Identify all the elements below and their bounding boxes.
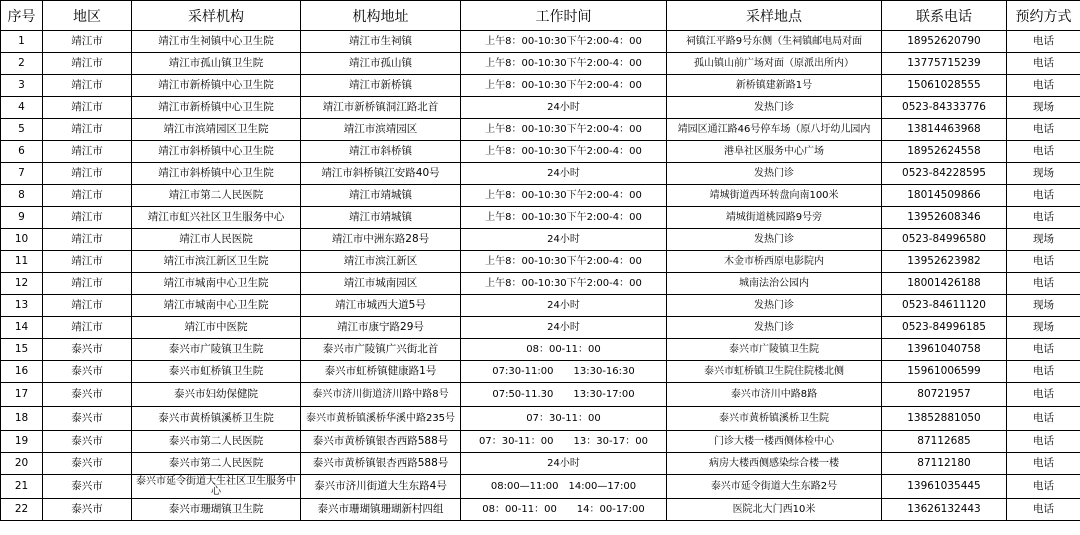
cell-hours: 08：00-11：00 bbox=[461, 339, 667, 361]
cell-site: 发热门诊 bbox=[667, 317, 882, 339]
cell-index: 20 bbox=[1, 453, 43, 475]
cell-region: 靖江市 bbox=[43, 185, 132, 207]
cell-index: 9 bbox=[1, 207, 43, 229]
cell-institution: 泰兴市第二人民医院 bbox=[132, 453, 301, 475]
cell-hours: 上午8：00-10:30下午2:00-4：00 bbox=[461, 251, 667, 273]
cell-region: 泰兴市 bbox=[43, 499, 132, 521]
cell-phone: 13814463968 bbox=[882, 119, 1007, 141]
cell-site: 发热门诊 bbox=[667, 97, 882, 119]
cell-booking: 电话 bbox=[1007, 141, 1080, 163]
cell-region: 靖江市 bbox=[43, 97, 132, 119]
cell-site: 靖城街道桃园路9号旁 bbox=[667, 207, 882, 229]
cell-institution: 靖江市城南中心卫生院 bbox=[132, 273, 301, 295]
cell-hours: 24小时 bbox=[461, 317, 667, 339]
cell-institution: 靖江市人民医院 bbox=[132, 229, 301, 251]
cell-index: 18 bbox=[1, 407, 43, 431]
cell-index: 12 bbox=[1, 273, 43, 295]
cell-index: 6 bbox=[1, 141, 43, 163]
table-row bbox=[1, 273, 1080, 295]
cell-index: 19 bbox=[1, 431, 43, 453]
cell-phone: 18001426188 bbox=[882, 273, 1007, 295]
cell-address: 靖江市靖城镇 bbox=[301, 185, 461, 207]
cell-address: 靖江市靖城镇 bbox=[301, 207, 461, 229]
cell-address: 靖江市城西大道5号 bbox=[301, 295, 461, 317]
table-row bbox=[1, 75, 1080, 97]
cell-booking: 现场 bbox=[1007, 317, 1080, 339]
header-row bbox=[1, 1, 1080, 31]
cell-address: 靖江市孤山镇 bbox=[301, 53, 461, 75]
cell-index: 1 bbox=[1, 31, 43, 53]
cell-institution: 靖江市生祠镇中心卫生院 bbox=[132, 31, 301, 53]
cell-index: 15 bbox=[1, 339, 43, 361]
table-row bbox=[1, 119, 1080, 141]
cell-site: 泰兴市虹桥镇卫生院住院楼北侧 bbox=[667, 361, 882, 383]
cell-index: 11 bbox=[1, 251, 43, 273]
table-row bbox=[1, 141, 1080, 163]
cell-institution: 靖江市斜桥镇中心卫生院 bbox=[132, 163, 301, 185]
cell-booking: 现场 bbox=[1007, 163, 1080, 185]
cell-region: 靖江市 bbox=[43, 273, 132, 295]
cell-index: 7 bbox=[1, 163, 43, 185]
header-index: 序号 bbox=[1, 1, 43, 31]
cell-region: 靖江市 bbox=[43, 229, 132, 251]
cell-index: 3 bbox=[1, 75, 43, 97]
cell-address: 泰兴市黄桥镇银杏西路588号 bbox=[301, 453, 461, 475]
cell-address: 泰兴市济川街道济川路中路8号 bbox=[301, 383, 461, 407]
table-row bbox=[1, 163, 1080, 185]
cell-booking: 电话 bbox=[1007, 475, 1080, 499]
cell-site: 病房大楼西侧感染综合楼一楼 bbox=[667, 453, 882, 475]
cell-phone: 13626132443 bbox=[882, 499, 1007, 521]
cell-region: 泰兴市 bbox=[43, 475, 132, 499]
cell-phone: 13952608346 bbox=[882, 207, 1007, 229]
cell-hours: 08：00-11：00 14：00-17:00 bbox=[461, 499, 667, 521]
cell-institution: 靖江市斜桥镇中心卫生院 bbox=[132, 141, 301, 163]
cell-institution: 靖江市孤山镇卫生院 bbox=[132, 53, 301, 75]
cell-institution: 泰兴市珊瑚镇卫生院 bbox=[132, 499, 301, 521]
header-phone: 联系电话 bbox=[882, 1, 1007, 31]
cell-hours: 07:30-11:00 13:30-16:30 bbox=[461, 361, 667, 383]
cell-address: 靖江市康宁路29号 bbox=[301, 317, 461, 339]
cell-booking: 电话 bbox=[1007, 251, 1080, 273]
cell-hours: 上午8：00-10:30下午2:00-4：00 bbox=[461, 185, 667, 207]
cell-hours: 上午8：00-10:30下午2:00-4：00 bbox=[461, 53, 667, 75]
cell-address: 泰兴市济川街道大生东路4号 bbox=[301, 475, 461, 499]
cell-index: 14 bbox=[1, 317, 43, 339]
cell-address: 靖江市滨江新区 bbox=[301, 251, 461, 273]
header-site: 采样地点 bbox=[667, 1, 882, 31]
cell-region: 靖江市 bbox=[43, 119, 132, 141]
cell-phone: 13775715239 bbox=[882, 53, 1007, 75]
cell-address: 靖江市斜桥镇 bbox=[301, 141, 461, 163]
cell-region: 泰兴市 bbox=[43, 361, 132, 383]
cell-hours: 上午8：00-10:30下午2:00-4：00 bbox=[461, 31, 667, 53]
cell-phone: 15061028555 bbox=[882, 75, 1007, 97]
cell-address: 泰兴市广陵镇广兴街北首 bbox=[301, 339, 461, 361]
cell-booking: 电话 bbox=[1007, 407, 1080, 431]
cell-institution: 靖江市第二人民医院 bbox=[132, 185, 301, 207]
cell-site: 孤山镇山前广场对面（原派出所内） bbox=[667, 53, 882, 75]
cell-region: 靖江市 bbox=[43, 75, 132, 97]
cell-index: 16 bbox=[1, 361, 43, 383]
cell-institution: 泰兴市第二人民医院 bbox=[132, 431, 301, 453]
cell-address: 泰兴市珊瑚镇珊瑚新村四组 bbox=[301, 499, 461, 521]
cell-hours: 08:00—11:00 14:00—17:00 bbox=[461, 475, 667, 499]
header-region: 地区 bbox=[43, 1, 132, 31]
cell-index: 10 bbox=[1, 229, 43, 251]
cell-phone: 13961040758 bbox=[882, 339, 1007, 361]
cell-booking: 现场 bbox=[1007, 295, 1080, 317]
table-row bbox=[1, 31, 1080, 53]
cell-region: 靖江市 bbox=[43, 317, 132, 339]
cell-site: 发热门诊 bbox=[667, 295, 882, 317]
table-row bbox=[1, 431, 1080, 453]
cell-region: 靖江市 bbox=[43, 53, 132, 75]
cell-site: 木金市桥西原电影院内 bbox=[667, 251, 882, 273]
table-row bbox=[1, 97, 1080, 119]
cell-booking: 电话 bbox=[1007, 119, 1080, 141]
cell-address: 泰兴市虹桥镇健康路1号 bbox=[301, 361, 461, 383]
cell-hours: 24小时 bbox=[461, 229, 667, 251]
cell-hours: 上午8：00-10:30下午2:00-4：00 bbox=[461, 75, 667, 97]
cell-region: 靖江市 bbox=[43, 295, 132, 317]
cell-hours: 24小时 bbox=[461, 453, 667, 475]
cell-site: 靖园区通江路46号停车场（原八圩幼儿园内 bbox=[667, 119, 882, 141]
cell-region: 泰兴市 bbox=[43, 453, 132, 475]
header-address: 机构地址 bbox=[301, 1, 461, 31]
cell-region: 靖江市 bbox=[43, 141, 132, 163]
cell-region: 泰兴市 bbox=[43, 431, 132, 453]
table-row bbox=[1, 317, 1080, 339]
cell-site: 门诊大楼一楼西侧体检中心 bbox=[667, 431, 882, 453]
cell-booking: 现场 bbox=[1007, 229, 1080, 251]
cell-address: 泰兴市黄桥镇银杏西路588号 bbox=[301, 431, 461, 453]
cell-phone: 87112685 bbox=[882, 431, 1007, 453]
header-institution: 采样机构 bbox=[132, 1, 301, 31]
table-row bbox=[1, 229, 1080, 251]
cell-region: 泰兴市 bbox=[43, 339, 132, 361]
cell-address: 靖江市生祠镇 bbox=[301, 31, 461, 53]
cell-institution: 泰兴市延令街道大生社区卫生服务中心 bbox=[132, 475, 301, 499]
table-row bbox=[1, 295, 1080, 317]
table-row bbox=[1, 251, 1080, 273]
cell-booking: 电话 bbox=[1007, 185, 1080, 207]
cell-hours: 上午8：00-10:30下午2:00-4：00 bbox=[461, 119, 667, 141]
cell-region: 靖江市 bbox=[43, 31, 132, 53]
cell-index: 2 bbox=[1, 53, 43, 75]
cell-index: 13 bbox=[1, 295, 43, 317]
cell-phone: 0523-84228595 bbox=[882, 163, 1007, 185]
cell-institution: 泰兴市黄桥镇溪桥卫生院 bbox=[132, 407, 301, 431]
cell-phone: 18952624558 bbox=[882, 141, 1007, 163]
cell-site: 泰兴市广陵镇卫生院 bbox=[667, 339, 882, 361]
cell-phone: 18952620790 bbox=[882, 31, 1007, 53]
cell-address: 泰兴市黄桥镇溪桥华溪中路235号 bbox=[301, 407, 461, 431]
cell-region: 靖江市 bbox=[43, 207, 132, 229]
table-row bbox=[1, 361, 1080, 383]
cell-hours: 07：30-11：00 bbox=[461, 407, 667, 431]
cell-phone: 87112180 bbox=[882, 453, 1007, 475]
cell-index: 17 bbox=[1, 383, 43, 407]
cell-hours: 上午8：00-10:30下午2:00-4：00 bbox=[461, 141, 667, 163]
cell-booking: 电话 bbox=[1007, 75, 1080, 97]
cell-site: 祠镇江平路9号东侧（生祠镇邮电局对面 bbox=[667, 31, 882, 53]
cell-address: 靖江市新桥镇 bbox=[301, 75, 461, 97]
table-row bbox=[1, 185, 1080, 207]
cell-address: 靖江市滨靖园区 bbox=[301, 119, 461, 141]
cell-phone: 13961035445 bbox=[882, 475, 1007, 499]
header-hours: 工作时间 bbox=[461, 1, 667, 31]
table-row bbox=[1, 407, 1080, 431]
cell-institution: 靖江市新桥镇中心卫生院 bbox=[132, 75, 301, 97]
cell-institution: 靖江市新桥镇中心卫生院 bbox=[132, 97, 301, 119]
cell-institution: 靖江市城南中心卫生院 bbox=[132, 295, 301, 317]
cell-index: 22 bbox=[1, 499, 43, 521]
cell-address: 靖江市中洲东路28号 bbox=[301, 229, 461, 251]
table-row bbox=[1, 53, 1080, 75]
cell-phone: 80721957 bbox=[882, 383, 1007, 407]
table-row bbox=[1, 453, 1080, 475]
table-row bbox=[1, 383, 1080, 407]
table-row bbox=[1, 475, 1080, 499]
cell-site: 泰兴市黄桥镇溪桥卫生院 bbox=[667, 407, 882, 431]
cell-phone: 0523-84333776 bbox=[882, 97, 1007, 119]
cell-site: 港阜社区服务中心广场 bbox=[667, 141, 882, 163]
cell-institution: 泰兴市妇幼保健院 bbox=[132, 383, 301, 407]
cell-hours: 上午8：00-10:30下午2:00-4：00 bbox=[461, 207, 667, 229]
cell-site: 发热门诊 bbox=[667, 229, 882, 251]
cell-site: 医院北大门西10米 bbox=[667, 499, 882, 521]
cell-site: 发热门诊 bbox=[667, 163, 882, 185]
cell-phone: 18014509866 bbox=[882, 185, 1007, 207]
cell-institution: 泰兴市广陵镇卫生院 bbox=[132, 339, 301, 361]
cell-hours: 07:50-11.30 13:30-17:00 bbox=[461, 383, 667, 407]
cell-phone: 13852881050 bbox=[882, 407, 1007, 431]
header-booking: 预约方式 bbox=[1007, 1, 1080, 31]
cell-region: 泰兴市 bbox=[43, 383, 132, 407]
table-row bbox=[1, 207, 1080, 229]
cell-institution: 靖江市滨靖园区卫生院 bbox=[132, 119, 301, 141]
cell-booking: 电话 bbox=[1007, 207, 1080, 229]
cell-address: 靖江市斜桥镇江安路40号 bbox=[301, 163, 461, 185]
cell-site: 靖城街道西环转盘向南100米 bbox=[667, 185, 882, 207]
cell-booking: 电话 bbox=[1007, 361, 1080, 383]
cell-phone: 0523-84611120 bbox=[882, 295, 1007, 317]
cell-region: 泰兴市 bbox=[43, 407, 132, 431]
cell-phone: 15961006599 bbox=[882, 361, 1007, 383]
cell-site: 新桥镇建新路1号 bbox=[667, 75, 882, 97]
cell-booking: 电话 bbox=[1007, 273, 1080, 295]
table-row bbox=[1, 339, 1080, 361]
cell-institution: 靖江市滨江新区卫生院 bbox=[132, 251, 301, 273]
cell-index: 21 bbox=[1, 475, 43, 499]
cell-phone: 13952623982 bbox=[882, 251, 1007, 273]
cell-booking: 电话 bbox=[1007, 53, 1080, 75]
cell-institution: 靖江市虹兴社区卫生服务中心 bbox=[132, 207, 301, 229]
table-row bbox=[1, 499, 1080, 521]
cell-booking: 电话 bbox=[1007, 499, 1080, 521]
cell-index: 4 bbox=[1, 97, 43, 119]
cell-hours: 24小时 bbox=[461, 163, 667, 185]
cell-region: 靖江市 bbox=[43, 163, 132, 185]
cell-booking: 现场 bbox=[1007, 97, 1080, 119]
cell-address: 靖江市新桥镇洞江路北首 bbox=[301, 97, 461, 119]
cell-booking: 电话 bbox=[1007, 31, 1080, 53]
cell-index: 8 bbox=[1, 185, 43, 207]
cell-booking: 电话 bbox=[1007, 453, 1080, 475]
cell-booking: 电话 bbox=[1007, 431, 1080, 453]
cell-site: 泰兴市延令街道大生东路2号 bbox=[667, 475, 882, 499]
cell-booking: 电话 bbox=[1007, 383, 1080, 407]
cell-hours: 24小时 bbox=[461, 295, 667, 317]
cell-hours: 07：30-11：00 13：30-17：00 bbox=[461, 431, 667, 453]
cell-institution: 泰兴市虹桥镇卫生院 bbox=[132, 361, 301, 383]
cell-site: 泰兴市济川中路8路 bbox=[667, 383, 882, 407]
cell-hours: 上午8：00-10:30下午2:00-4：00 bbox=[461, 273, 667, 295]
cell-phone: 0523-84996185 bbox=[882, 317, 1007, 339]
cell-booking: 电话 bbox=[1007, 339, 1080, 361]
cell-phone: 0523-84996580 bbox=[882, 229, 1007, 251]
cell-address: 靖江市城南园区 bbox=[301, 273, 461, 295]
cell-region: 靖江市 bbox=[43, 251, 132, 273]
cell-institution: 靖江市中医院 bbox=[132, 317, 301, 339]
cell-hours: 24小时 bbox=[461, 97, 667, 119]
cell-site: 城南法治公园内 bbox=[667, 273, 882, 295]
cell-index: 5 bbox=[1, 119, 43, 141]
